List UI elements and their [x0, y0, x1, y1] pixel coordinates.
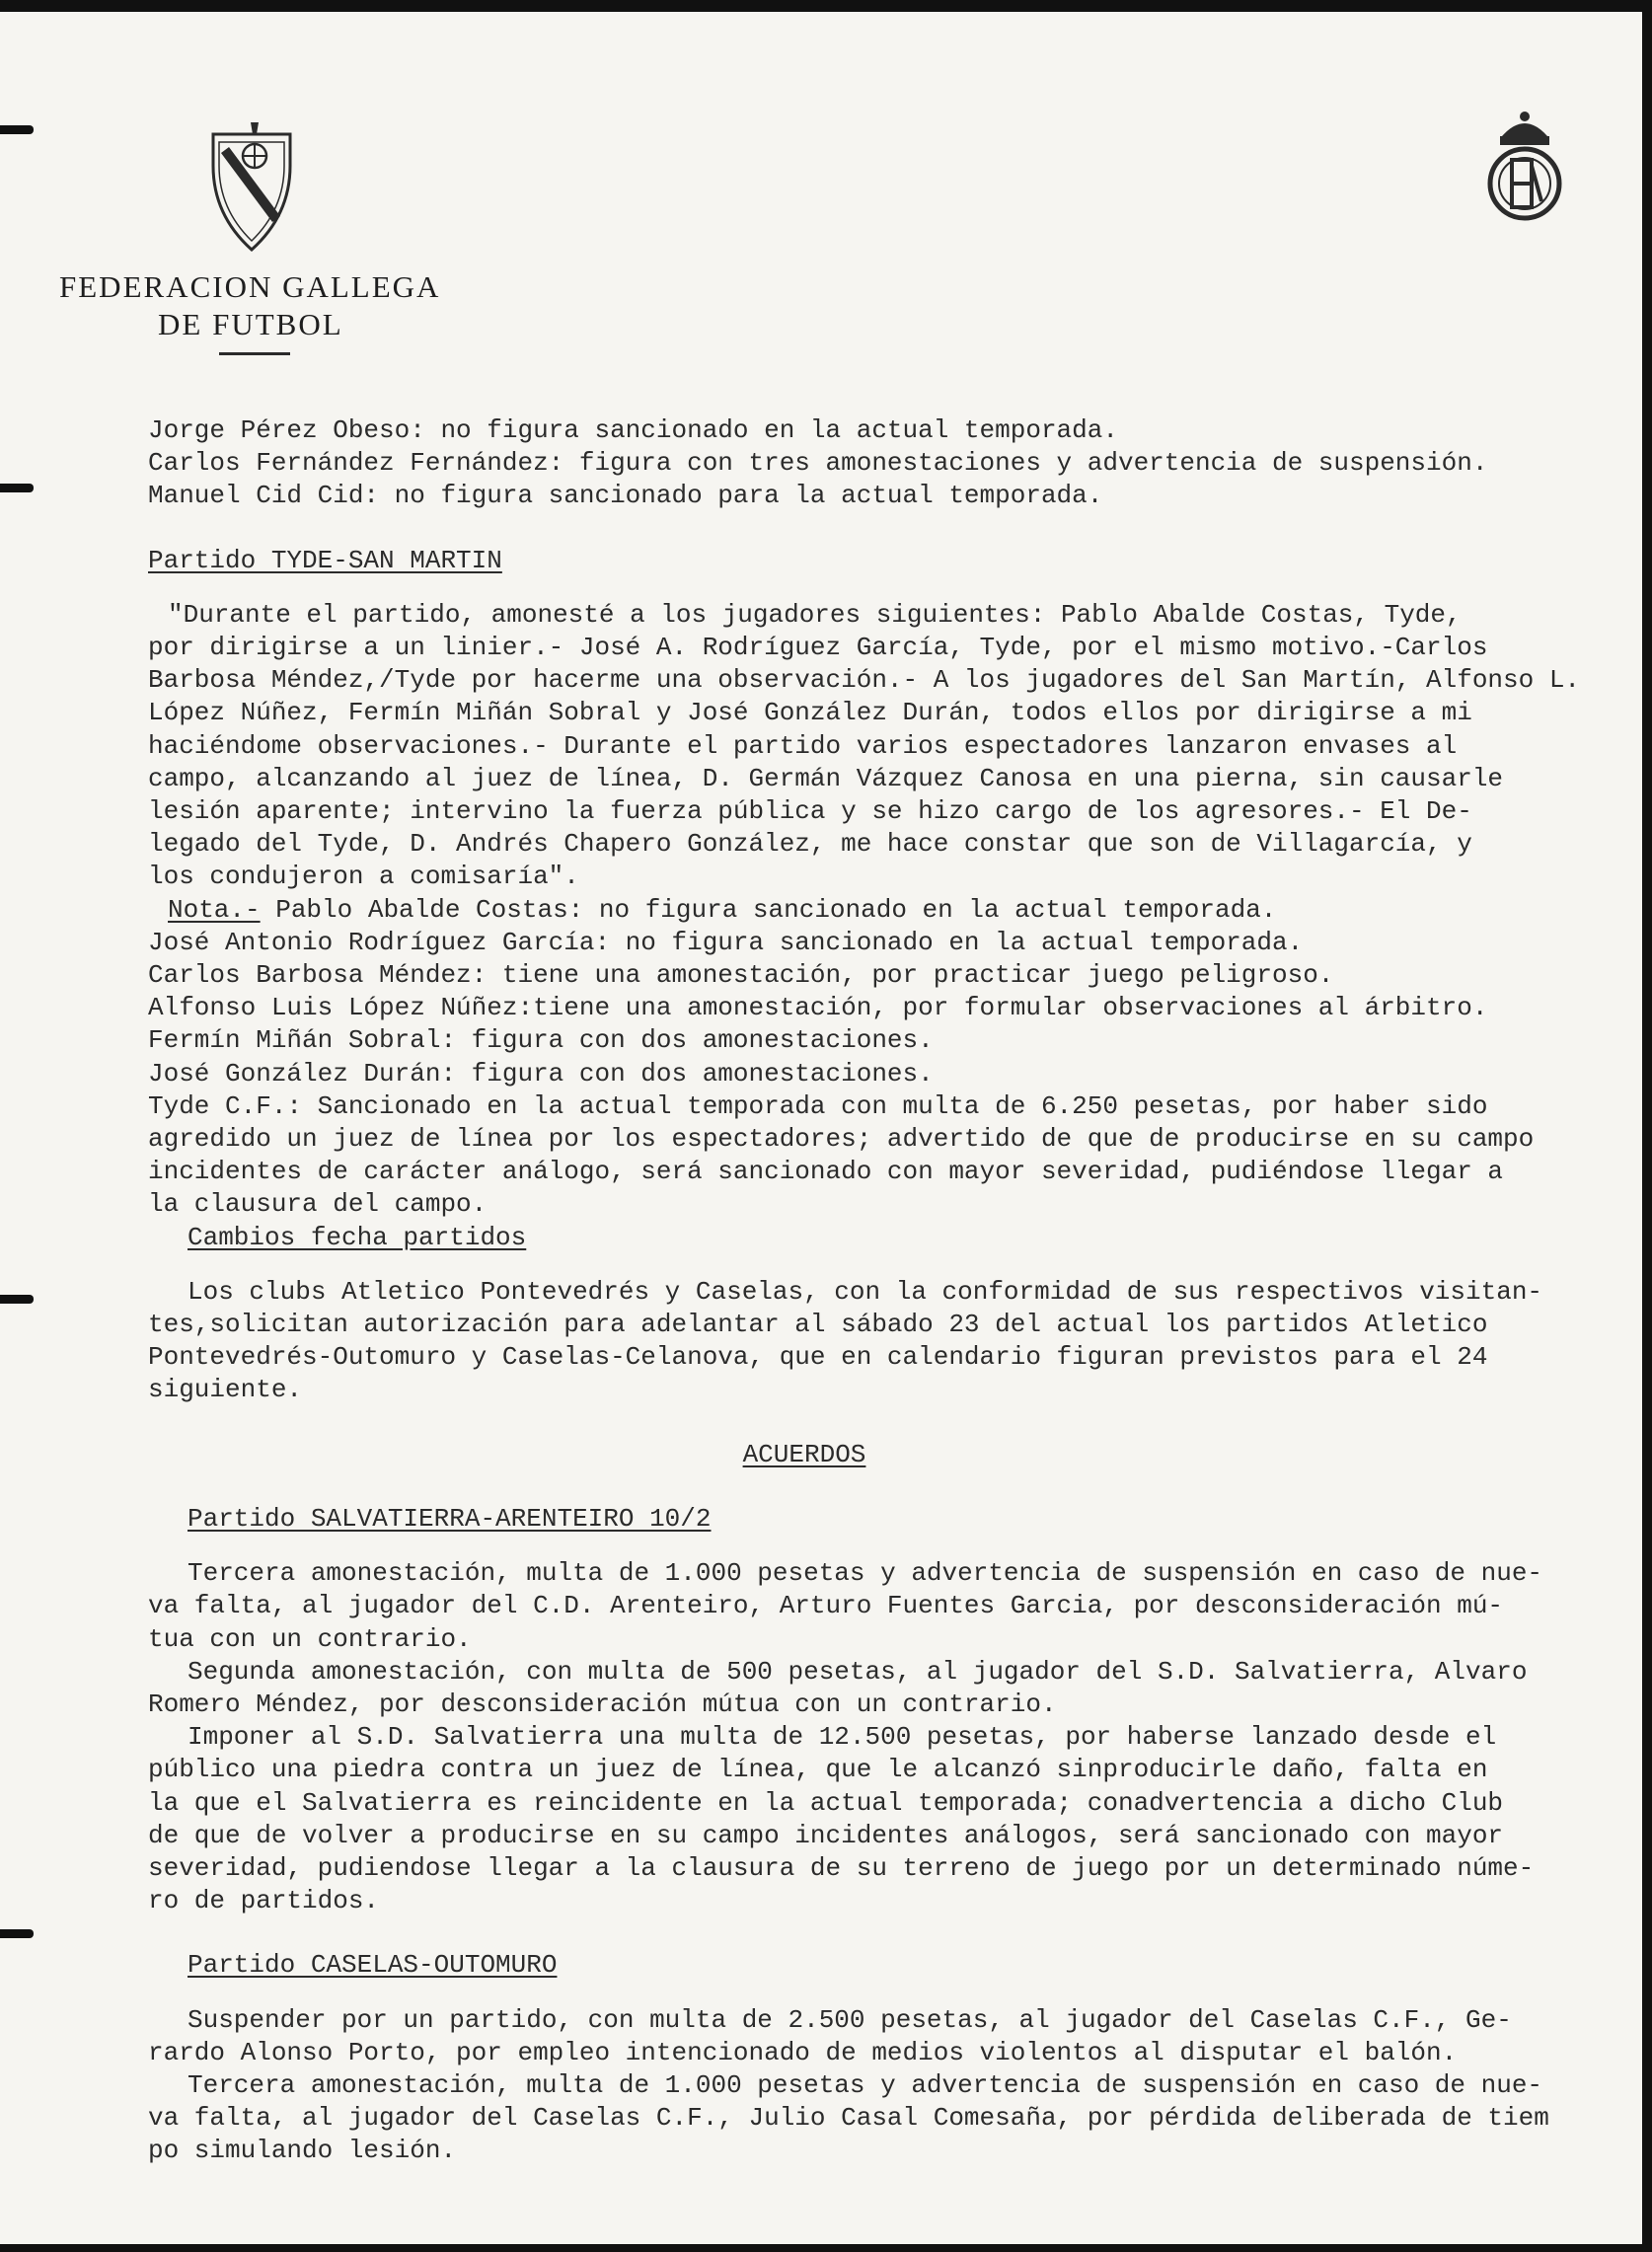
- note-line: Tyde C.F.: Sancionado en la actual temporada con multa de 6.250 pesetas, por haber sido: [148, 1090, 1488, 1121]
- note-line: [148, 894, 1628, 927]
- note-text: Pablo Abalde Costas: no figura sancionado en la actual temporada.: [260, 894, 1277, 925]
- intro-line: Jorge Pérez Obeso: no figura sancionado en la actual temporada.: [148, 415, 1118, 445]
- binder-hole: [0, 1929, 34, 1938]
- cambios-line: Pontevedrés-Outomuro y Caselas-Celanova, que en calendario figuran previstos para el 24: [148, 1342, 1488, 1373]
- section-heading-caselas: Partido CASELAS-OUTOMURO: [188, 1950, 558, 1981]
- binder-hole: [0, 484, 34, 492]
- rfef-crowned-crest-icon: [1480, 109, 1569, 232]
- document-body: [148, 414, 1628, 2168]
- report-line: haciéndome observaciones.- Durante el partido varios espectadores lanzaron envases al: [148, 730, 1458, 761]
- salvatierra-line: Romero Méndez, por desconsideración mútua con un contrario.: [148, 1689, 1057, 1719]
- salvatierra-line: severidad, pudiendose llegar a la clausura de su terreno de juego por un determinado núme-: [148, 1852, 1535, 1883]
- report-line: campo, alcanzando al juez de línea, D. Germán Vázquez Canosa en una pierna, sin causarle: [148, 763, 1504, 793]
- section-heading-cambios: Cambios fecha partidos: [188, 1222, 527, 1252]
- note-line: agredido un juez de línea por los espectadores; advertido de que de producirse en su campo: [148, 1124, 1535, 1155]
- salvatierra-line: tua con un contrario.: [148, 1623, 472, 1654]
- binder-hole: [0, 1295, 34, 1304]
- intro-line: Carlos Fernández Fernández: figura con tres amonestaciones y advertencia de suspensión.: [148, 448, 1488, 479]
- report-line: López Núñez, Fermín Miñán Sobral y José González Durán, todos ellos por dirigirse a mi: [148, 698, 1472, 728]
- acuerdos-title: ACUERDOS: [742, 1439, 866, 1469]
- report-line: por dirigirse a un linier.- José A. Rodríguez García, Tyde, por el mismo motivo.-Carlos: [148, 633, 1488, 663]
- section-heading-salvatierra: Partido SALVATIERRA-ARENTEIRO 10/2: [188, 1503, 712, 1534]
- report-line: "Durante el partido, amonesté a los jugadores siguientes: Pablo Abalde Costas, Tyde,: [168, 599, 1462, 630]
- federation-name: [59, 268, 454, 343]
- salvatierra-line: Tercera amonestación, multa de 1.000 pesetas y advertencia de suspensión en caso de nue-: [188, 1558, 1543, 1589]
- letterhead-rule: [219, 352, 290, 355]
- note-line: José Antonio Rodríguez García: no figura sancionado en la actual temporada.: [148, 927, 1304, 957]
- note-line: la clausura del campo.: [148, 1189, 488, 1220]
- caselas-line: Tercera amonestación, multa de 1.000 pesetas y advertencia de suspensión en caso de nue-: [188, 2069, 1543, 2100]
- binder-hole: [0, 125, 34, 134]
- note-line: José González Durán: figura con dos amonestaciones.: [148, 1058, 934, 1088]
- salvatierra-line: Imponer al S.D. Salvatierra una multa de 12.500 pesetas, por haberse lanzado desde el: [188, 1722, 1497, 1753]
- federation-name-line2: DE FUTBOL: [158, 307, 343, 341]
- note-label: Nota.-: [168, 894, 261, 925]
- report-line: los condujeron a comisaría".: [148, 862, 579, 892]
- cambios-line: tes,solicitan autorización para adelantar al sábado 23 del actual los partidos Atletico: [148, 1310, 1488, 1340]
- report-line: legado del Tyde, D. Andrés Chapero González, me hace constar que son de Villagarcía, y: [148, 829, 1472, 860]
- salvatierra-line: la que el Salvatierra es reincidente en la actual temporada; conadvertencia a dicho Club: [148, 1787, 1504, 1818]
- cambios-line: siguiente.: [148, 1375, 303, 1405]
- salvatierra-line: de que de volver a producirse en su campo incidentes análogos, será sancionado con mayor: [148, 1820, 1504, 1850]
- report-line: lesión aparente; intervino la fuerza pública y se hizo cargo de los agresores.- El De-: [148, 796, 1472, 827]
- caselas-line: po simulando lesión.: [148, 2136, 457, 2166]
- cambios-line: Los clubs Atletico Pontevedrés y Caselas, con la conformidad de sus respectivos visitan-: [188, 1276, 1543, 1307]
- caselas-line: Suspender por un partido, con multa de 2.500 pesetas, al jugador del Caselas C.F., Ge-: [188, 2004, 1512, 2035]
- document-page: [0, 12, 1642, 2244]
- note-line: incidentes de carácter análogo, será sancionado con mayor severidad, pudiéndose llegar a: [148, 1157, 1504, 1187]
- salvatierra-line: Segunda amonestación, con multa de 500 pesetas, al jugador del S.D. Salvatierra, Alvaro: [188, 1656, 1528, 1687]
- federation-name-line1: FEDERACION GALLEGA: [59, 269, 441, 304]
- section-heading-tyde: Partido TYDE-SAN MARTIN: [148, 545, 502, 575]
- salvatierra-line: va falta, al jugador del C.D. Arenteiro, Arturo Fuentes Garcia, por desconsideración mú-: [148, 1591, 1504, 1621]
- caselas-line: rardo Alonso Porto, por empleo intencionado de medios violentos al disputar el balón.: [148, 2037, 1458, 2067]
- salvatierra-line: ro de partidos.: [148, 1886, 380, 1916]
- note-line: Alfonso Luis López Núñez:tiene una amonestación, por formular observaciones al árbitro.: [148, 993, 1488, 1023]
- federacion-gallega-crest-icon: [207, 120, 296, 254]
- caselas-line: va falta, al jugador del Caselas C.F., Julio Casal Comesaña, por pérdida deliberada de tiem: [148, 2103, 1549, 2134]
- intro-line: Manuel Cid Cid: no figura sancionado para la actual temporada.: [148, 481, 1103, 511]
- salvatierra-line: público una piedra contra un juez de línea, que le alcanzó sinproducirle daño, falta en: [148, 1755, 1488, 1785]
- report-line: Barbosa Méndez,/Tyde por hacerme una observación.- A los jugadores del San Martín, Alfonso L.: [148, 665, 1581, 696]
- note-line: Fermín Miñán Sobral: figura con dos amonestaciones.: [148, 1025, 934, 1056]
- note-line: Carlos Barbosa Méndez: tiene una amonestación, por practicar juego peligroso.: [148, 960, 1334, 991]
